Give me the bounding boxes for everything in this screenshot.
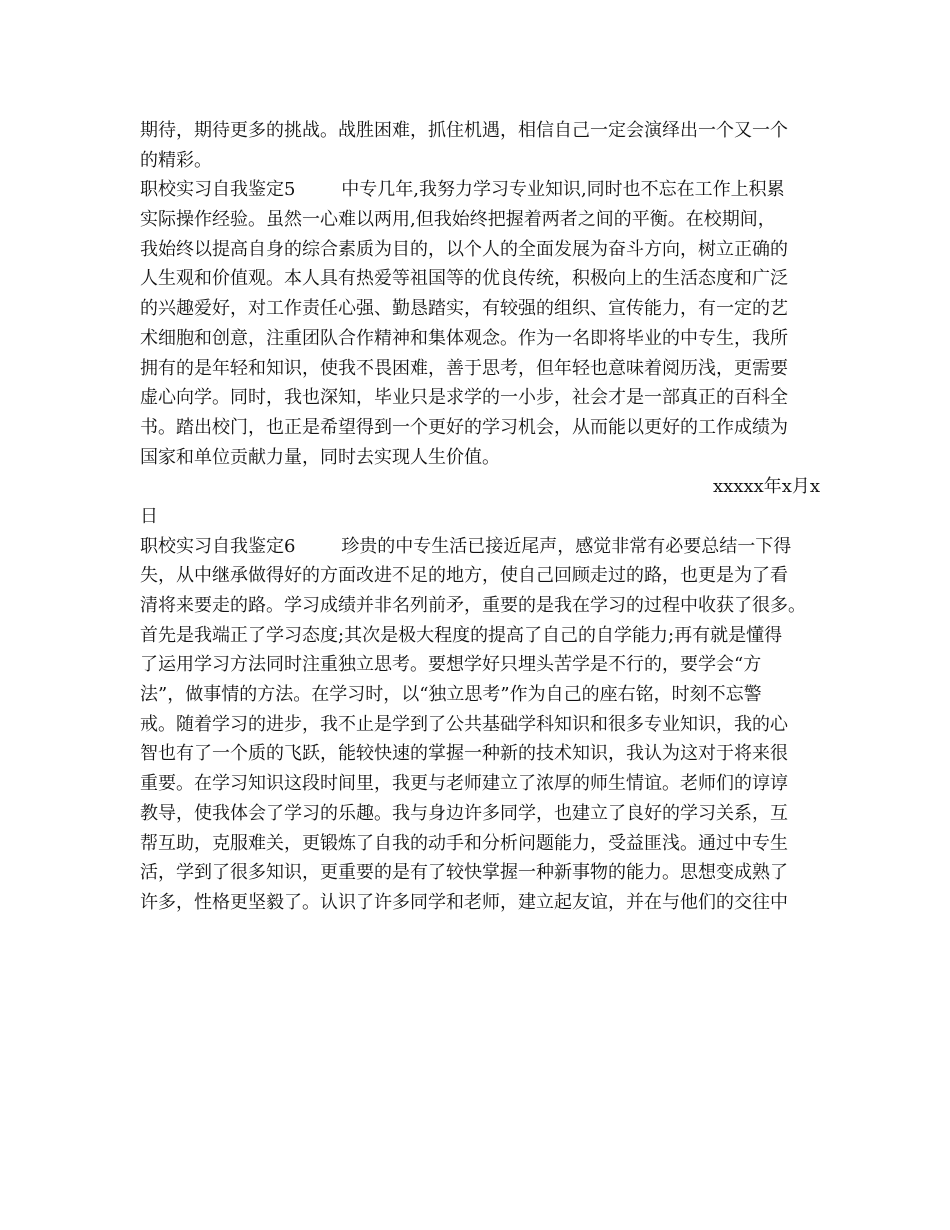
text-line: 期待，期待更多的挑战。战胜困难，抓住机遇，相信自己一定会演绎出一个又一个 — [140, 120, 788, 141]
text-line: 活，学到了很多知识，更重要的是有了较快掌握一种新事物的能力。思想变成熟了 — [140, 862, 788, 884]
text-line: 戒。随着学习的进步，我不止是学到了公共基础学科知识和很多专业知识，我的心 — [140, 713, 788, 735]
text-line: 虚心向学。同时，我也深知，毕业只是求学的一小步，社会才是一部真正的百科全 — [140, 387, 788, 409]
document-body — [140, 116, 830, 918]
text-line: 法”，做事情的方法。在学习时，以“独立思考”作为自己的座右铭，时刻不忘警 — [140, 684, 762, 706]
text-line: 的兴趣爱好，对工作责任心强、勤恳踏实，有较强的组织、宣传能力，有一定的艺 — [140, 298, 788, 320]
text-line: 许多，性格更坚毅了。认识了许多同学和老师，建立起友谊，并在与他们的交往中 — [140, 891, 788, 913]
section-heading-line: 职校实习自我鉴定6 珍贵的中专生活已接近尾声，感觉非常有必要总结一下得 — [140, 535, 792, 557]
text-line: 首先是我端正了学习态度;其次是极大程度的提高了自己的自学能力;再有就是懂得 — [140, 624, 783, 646]
text-line: 重要。在学习知识这段时间里，我更与老师建立了浓厚的师生情谊。老师们的谆谆 — [140, 773, 788, 795]
text-line: 清将来要走的路。学习成绩并非名列前矛，重要的是我在学习的过程中收获了很多。 — [140, 595, 806, 616]
text-line: 拥有的是年轻和知识，使我不畏困难，善于思考，但年轻也意味着阅历浅，更需要 — [140, 357, 788, 379]
text-line: 日 — [140, 505, 158, 527]
text-line: 智也有了一个质的飞跃，能较快速的掌握一种新的技术知识，我认为这对于将来很 — [140, 743, 788, 765]
text-line: 国家和单位贡献力量，同时去实现人生价值。 — [140, 446, 500, 468]
text-line: 的精彩。 — [140, 149, 212, 171]
text-line: 我始终以提高自身的综合素质为目的，以个人的全面发展为奋斗方向，树立正确的 — [140, 238, 788, 260]
date-line: xxxxx年x月x — [712, 476, 820, 498]
section-heading-line: 职校实习自我鉴定5 中专几年,我努力学习专业知识,同时也不忘在工作上积累 — [140, 179, 785, 201]
text-line: 实际操作经验。虽然一心难以两用,但我始终把握着两者之间的平衡。在校期间， — [140, 209, 776, 231]
text-line: 人生观和价值观。本人具有热爱等祖国等的优良传统，积极向上的生活态度和广泛 — [140, 268, 788, 290]
text-line: 了运用学习方法同时注重独立思考。要想学好只埋头苦学是不行的，要学会“方 — [140, 654, 762, 676]
text-line: 帮互助，克服难关，更锻炼了自我的动手和分析问题能力，受益匪浅。通过中专生 — [140, 832, 788, 854]
text-line: 教导，使我体会了学习的乐趣。我与身边许多同学，也建立了良好的学习关系，互 — [140, 802, 788, 824]
text-line: 失，从中继承做得好的方面改进不足的地方，使自己回顾走过的路，也更是为了看 — [140, 565, 788, 587]
text-line: 术细胞和创意，注重团队合作精神和集体观念。作为一名即将毕业的中专生，我所 — [140, 327, 788, 349]
text-line: 书。踏出校门，也正是希望得到一个更好的学习机会，从而能以更好的工作成绩为 — [140, 416, 788, 438]
